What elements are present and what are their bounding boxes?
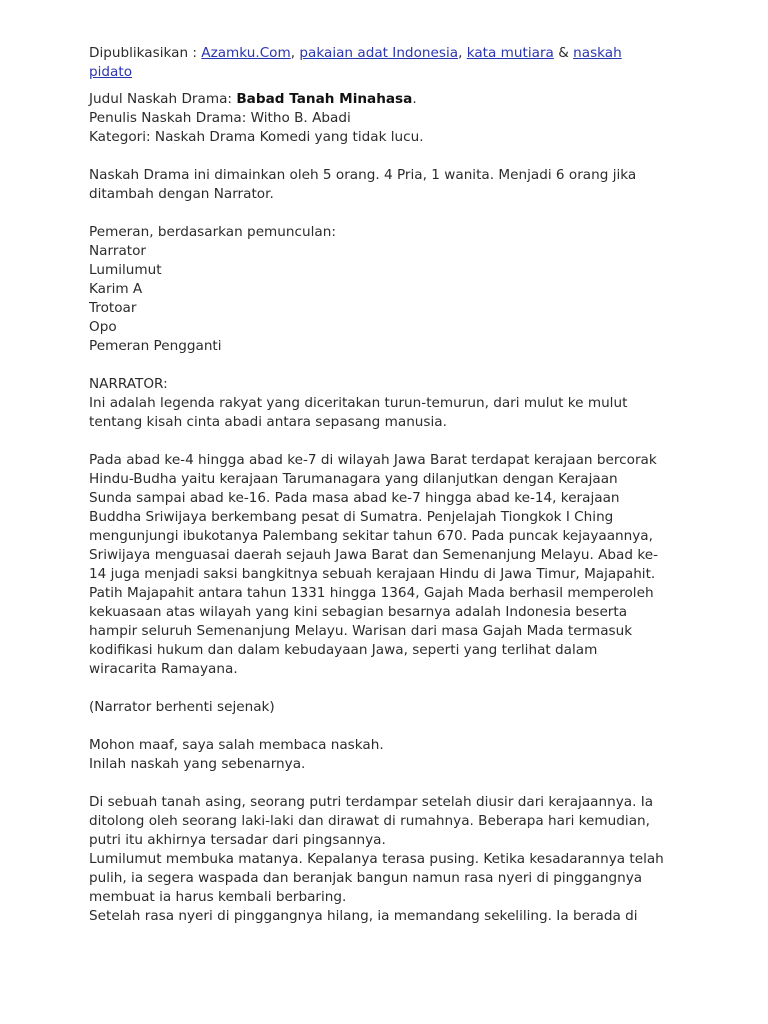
text-line: Setelah rasa nyeri di pinggangnya hilang, ia memandang sekeliling. Ia berada di	[89, 908, 638, 924]
intro-paragraph	[89, 166, 689, 204]
text-line: Sriwijaya menguasai daerah sejauh Jawa Barat dan Semenanjung Melayu. Abad ke-	[89, 547, 658, 563]
text-line: kodifikasi hukum dan dalam kebudayaan Jawa, seperti yang terlihat dalam	[89, 642, 598, 658]
cast-member: Trotoar	[89, 300, 137, 316]
drama-author: Penulis Naskah Drama: Witho B. Abadi	[89, 110, 351, 126]
stage-direction: (Narrator berhenti sejenak)	[89, 699, 275, 715]
text-line: kekuasaan atas wilayah yang kini sebagian besarnya adalah Indonesia beserta	[89, 604, 628, 620]
text-line: hampir seluruh Semenanjung Melayu. Warisan dari masa Gajah Mada termasuk	[89, 623, 633, 639]
separator: &	[553, 45, 574, 61]
apology-paragraph	[89, 736, 689, 774]
link-naskah-pidato-cont[interactable]: pidato	[89, 64, 133, 80]
story-paragraph	[89, 793, 689, 926]
text-line: ditolong oleh seorang laki-laki dan dirawat di rumahnya. Beberapa hari kemudian,	[89, 813, 650, 829]
cast-member: Opo	[89, 319, 117, 335]
separator: ,	[458, 45, 467, 61]
text-line: Patih Majapahit antara tahun 1331 hingga 1364, Gajah Mada berhasil memperoleh	[89, 585, 654, 601]
text-line: Di sebuah tanah asing, seorang putri terdampar setelah diusir dari kerajaannya. Ia	[89, 794, 654, 810]
cast-member: Karim A	[89, 281, 143, 297]
history-paragraph	[89, 451, 689, 679]
narrator-section	[89, 375, 689, 432]
text-line: Mohon maaf, saya salah membaca naskah.	[89, 737, 384, 753]
publisher-line	[89, 44, 689, 63]
cast-list	[89, 223, 689, 356]
cast-member: Pemeran Pengganti	[89, 338, 222, 354]
text-line: Buddha Sriwijaya berkembang pesat di Sumatra. Penjelajah Tiongkok I Ching	[89, 509, 614, 525]
link-pakaian-adat[interactable]: pakaian adat Indonesia	[299, 45, 459, 61]
text-line: mengunjungi ibukotanya Palembang sekitar tahun 670. Pada puncak kejayaannya,	[89, 528, 653, 544]
separator: ,	[290, 45, 300, 61]
title-label: Judul Naskah Drama:	[89, 91, 237, 107]
drama-category: Kategori: Naskah Drama Komedi yang tidak lucu.	[89, 129, 424, 145]
link-naskah-pidato[interactable]: naskah	[573, 45, 622, 61]
drama-title	[89, 90, 689, 109]
text-line: Ini adalah legenda rakyat yang diceritakan turun-temurun, dari mulut ke mulut	[89, 395, 628, 411]
text-line: pulih, ia segera waspada dan beranjak bangun namun rasa nyeri di pinggangnya	[89, 870, 643, 886]
text-line: wiracarita Ramayana.	[89, 661, 238, 677]
link-kata-mutiara[interactable]: kata mutiara	[466, 45, 554, 61]
text-line: Inilah naskah yang sebenarnya.	[89, 756, 306, 772]
publisher-label: Dipublikasikan :	[89, 45, 202, 61]
cast-member: Lumilumut	[89, 262, 162, 278]
text-line: 14 juga menjadi saksi bangkitnya sebuah kerajaan Hindu di Jawa Timur, Majapahit.	[89, 566, 656, 582]
text-line: putri itu akhirnya tersadar dari pingsannya.	[89, 832, 386, 848]
cast-heading: Pemeran, berdasarkan pemunculan:	[89, 224, 336, 240]
text-line: Naskah Drama ini dimainkan oleh 5 orang. 4 Pria, 1 wanita. Menjadi 6 orang jika	[89, 167, 637, 183]
text-line: membuat ia harus kembali berbaring.	[89, 889, 347, 905]
link-azamku[interactable]: Azamku.Com	[201, 45, 291, 61]
narrator-heading: NARRATOR:	[89, 376, 168, 392]
text-line: ditambah dengan Narrator.	[89, 186, 274, 202]
text-line: tentang kisah cinta abadi antara sepasang manusia.	[89, 414, 447, 430]
title-end: .	[412, 91, 417, 107]
cast-member: Narrator	[89, 243, 147, 259]
title-value: Babad Tanah Minahasa	[236, 91, 413, 107]
text-line: Lumilumut membuka matanya. Kepalanya terasa pusing. Ketika kesadarannya telah	[89, 851, 664, 867]
text-line: Pada abad ke-4 hingga abad ke-7 di wilayah Jawa Barat terdapat kerajaan bercorak	[89, 452, 657, 468]
document-page	[89, 44, 689, 926]
text-line: Sunda sampai abad ke-16. Pada masa abad ke-7 hingga abad ke-14, kerajaan	[89, 490, 620, 506]
text-line: Hindu-Budha yaitu kerajaan Tarumanagara yang dilanjutkan dengan Kerajaan	[89, 471, 618, 487]
